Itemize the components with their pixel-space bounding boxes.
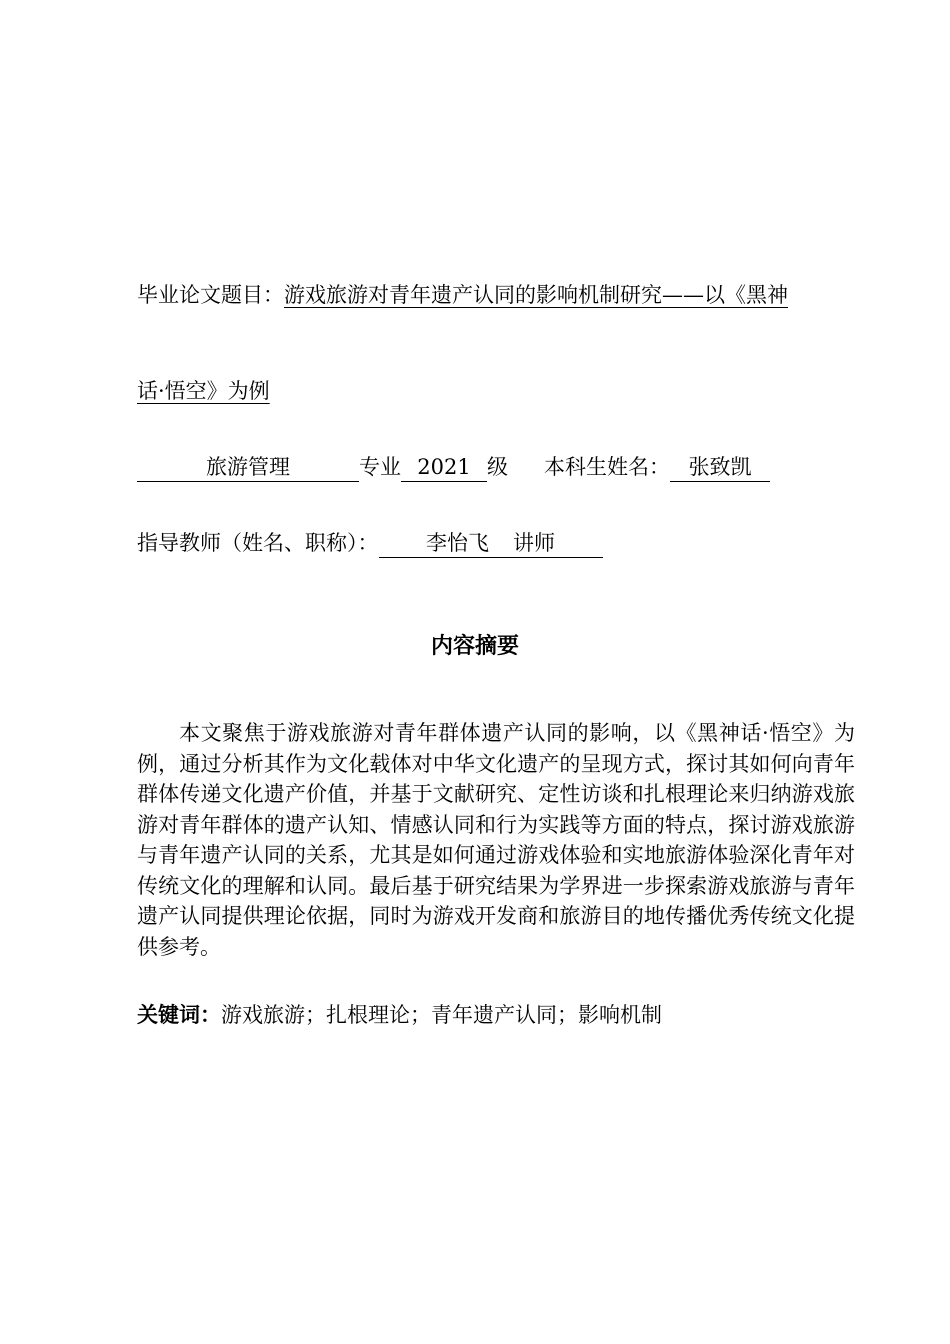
advisor-line [137, 528, 603, 558]
major-label: 专业 [359, 455, 401, 479]
keywords-label: 关键词： [137, 1003, 221, 1027]
thesis-title-text-2: 话·悟空》为例 [137, 379, 270, 403]
advisor-title: 讲师 [513, 531, 555, 555]
abstract-heading: 内容摘要 [430, 634, 519, 659]
thesis-title-text-1: 游戏旅游对青年遗产认同的影响机制研究——以《黑神 [284, 283, 788, 307]
keywords-items: 游戏旅游；扎根理论；青年遗产认同；影响机制 [221, 1003, 662, 1027]
thesis-title-line-2 [137, 376, 270, 406]
major-value: 旅游管理 [137, 453, 359, 482]
student-name-value: 张致凯 [670, 453, 770, 482]
advisor-label: 指导教师（姓名、职称）： [137, 531, 379, 555]
abstract-body: 本文聚焦于游戏旅游对青年群体遗产认同的影响，以《黑神话·悟空》为例，通过分析其作为文化载体对中华文化遗产的呈现方式，探讨其如何向青年群体传递文化遗产价值，并基于文献研究、定性访谈和扎根理论来归纳游戏旅游对青年群体的遗产认知、情感认同和行为实践等方面的特点，探讨游戏旅游与青年遗产认同的关系，尤其是如何通过游戏体验和实地旅游体验深化青年对传统文化的理解和认同。最后基于研究结果为学界进一步探索游戏旅游与青年遗产认同提供理论依据，同时为游戏开发商和旅游目的地传播优秀传统文化提供参考。 [137, 721, 855, 959]
keywords-line [137, 1000, 662, 1030]
grade-label: 级 [487, 455, 508, 479]
thesis-title-line-1 [137, 280, 788, 310]
thesis-title-label: 毕业论文题目： [137, 283, 284, 307]
advisor-name: 李怡飞 [426, 531, 489, 555]
student-info-line [137, 452, 770, 482]
advisor-value [379, 529, 603, 558]
student-name-label: 本科生姓名： [544, 455, 670, 479]
grade-value: 2021 [401, 453, 487, 482]
